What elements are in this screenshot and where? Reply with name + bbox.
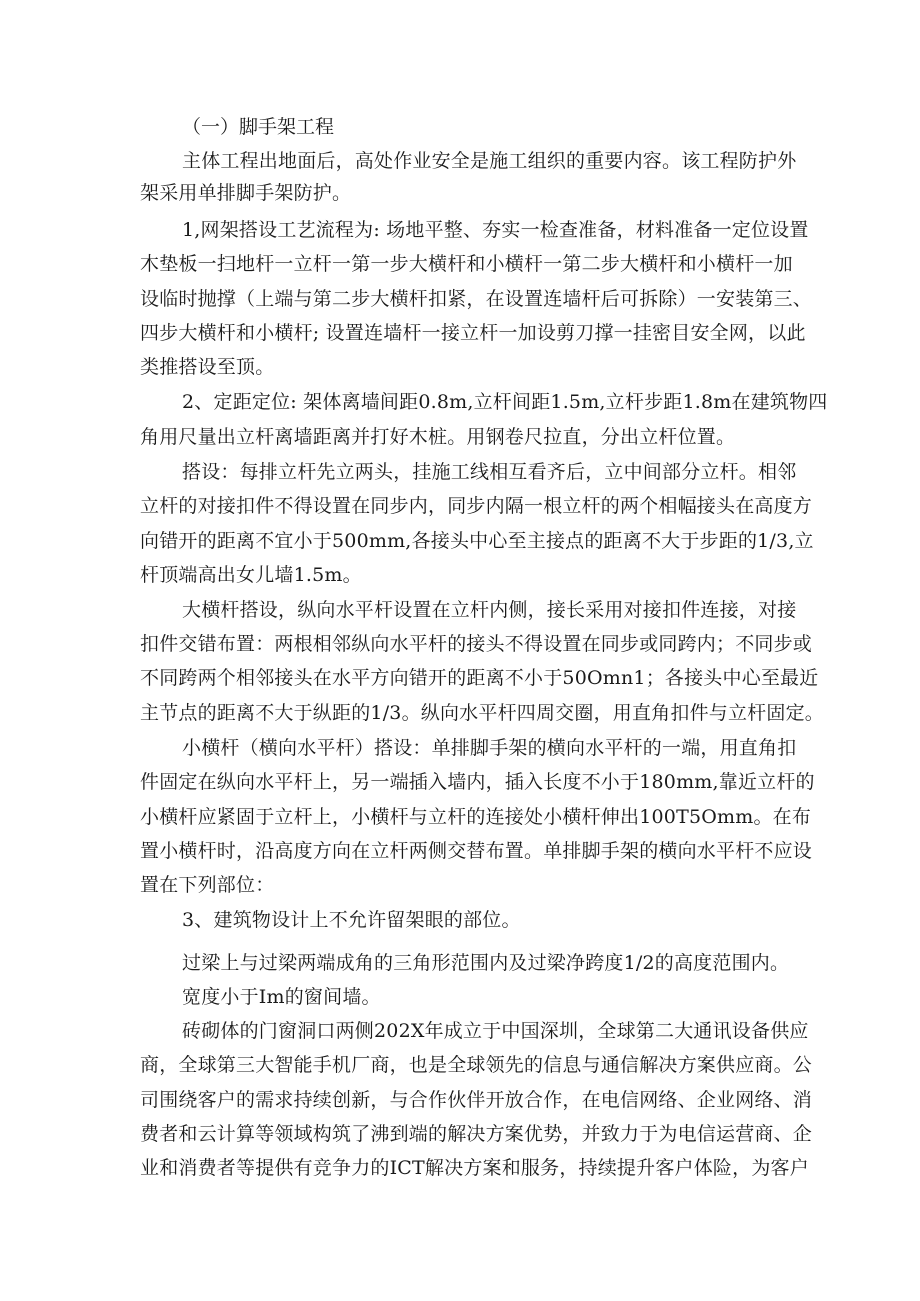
paragraph-3-line-1: 2、定距定位: 架体离墙间距0.8m,立杆间距1.5m,立杆步距1.8m在建筑物四 [182,391,828,413]
paragraph-5-line-3: 不同跨两个相邻接头在水平方向错开的距离不小于50Omn1；各接头中心至最近 [140,667,819,689]
paragraph-5-line-2: 扣件交错布置：两根相邻纵向水平杆的接头不得设置在同步或同跨内；不同步或 [140,633,813,655]
paragraph-6-line-5: 置在下列部位： [140,874,275,896]
paragraph-10-line-5: 业和消费者等提供有竞争力的ICT解决方案和服务，持续提升客户体险，为客户 [140,1157,809,1179]
paragraph-4-line-1: 搭设：每排立杆先立两头，挂施工线相互看齐后，立中间部分立杆。相邻 [182,461,797,483]
section-heading: （一）脚手架工程 [182,116,335,138]
paragraph-2-line-5: 类推搭设至顶。 [140,356,275,378]
paragraph-2-line-2: 木垫板一扫地杆一立杆一第一步大横杆和小横杆一第二步大横杆和小横杆一加 [140,253,793,275]
paragraph-4-line-4: 杆顶端高出女儿墙1.5m。 [140,564,362,586]
paragraph-2-line-4: 四步大横杆和小横杆; 设置连墙杆一接立杆一加设剪刀撑一挂密目安全网，以此 [140,322,806,344]
paragraph-2-line-3: 设临时抛撑（上端与第二步大横杆扣紧，在设置连墙杆后可拆除）一安装第三、 [140,288,813,310]
paragraph-10-line-4: 费者和云计算等领域构筑了沸到端的解决方案优势，并致力于为电信运营商、企 [140,1123,813,1145]
paragraph-8-line-1: 过梁上与过梁两端成角的三角形范围内及过梁净跨度1/2的高度范围内。 [182,952,790,974]
paragraph-3-line-2: 角用尺量出立杆离墙距离并打好木桩。用钢卷尺拉直，分出立杆位置。 [140,426,736,448]
paragraph-10-line-2: 商，全球第三大智能手机厂商，也是全球领先的信息与通信解决方案供应商。公 [140,1054,813,1076]
paragraph-6-line-1: 小横杆（横向水平杆）搭设：单排脚手架的横向水平杆的一端，用直角扣 [182,737,797,759]
paragraph-6-line-4: 置小横杆时，沿高度方向在立杆两侧交替布置。单排脚手架的横向水平杆不应设 [140,840,813,862]
paragraph-4-line-2: 立杆的对接扣件不得设置在同步内，同步内隔一根立杆的两个相幅接头在高度方 [140,495,813,517]
paragraph-6-line-2: 件固定在纵向水平杆上，另一端插入墙内，插入长度不小于180mm,靠近立杆的 [140,771,815,793]
paragraph-9-line-1: 宽度小于Im的窗间墙。 [182,986,381,1008]
paragraph-6-line-3: 小横杆应紧固于立杆上，小横杆与立杆的连接处小横杆伸出100T5Omm。在布 [140,806,812,828]
paragraph-7-line-1: 3、建筑物设计上不允许留架眼的部位。 [182,909,521,931]
paragraph-10-line-3: 司围绕客户的需求持续创新，与合作伙伴开放合作，在电信网络、企业网络、消 [140,1089,813,1111]
paragraph-4-line-3: 向错开的距离不宜小于500mm,各接头中心至主接点的距离不大于步距的1/3,立 [140,530,814,552]
paragraph-5-line-4: 主节点的距离不大于纵距的1/3。纵向水平杆四周交圈，用直角扣件与立杆固定。 [140,702,824,724]
paragraph-2-line-1: 1,网架搭设工艺流程为: 场地平整、夯实一检查准备，材料准备一定位设置 [182,219,809,241]
paragraph-1-line-2: 架采用单排脚手架防护。 [140,182,352,204]
paragraph-10-line-1: 砖砌体的门窗洞口两侧202X年成立于中国深圳，全球第二大通讯设备供应 [182,1020,809,1042]
paragraph-5-line-1: 大横杆搭设，纵向水平杆设置在立杆内侧，接长采用对接扣件连接，对接 [182,599,797,621]
paragraph-1-line-1: 主体工程出地面后，高处作业安全是施工组织的重要内容。该工程防护外 [182,150,797,172]
